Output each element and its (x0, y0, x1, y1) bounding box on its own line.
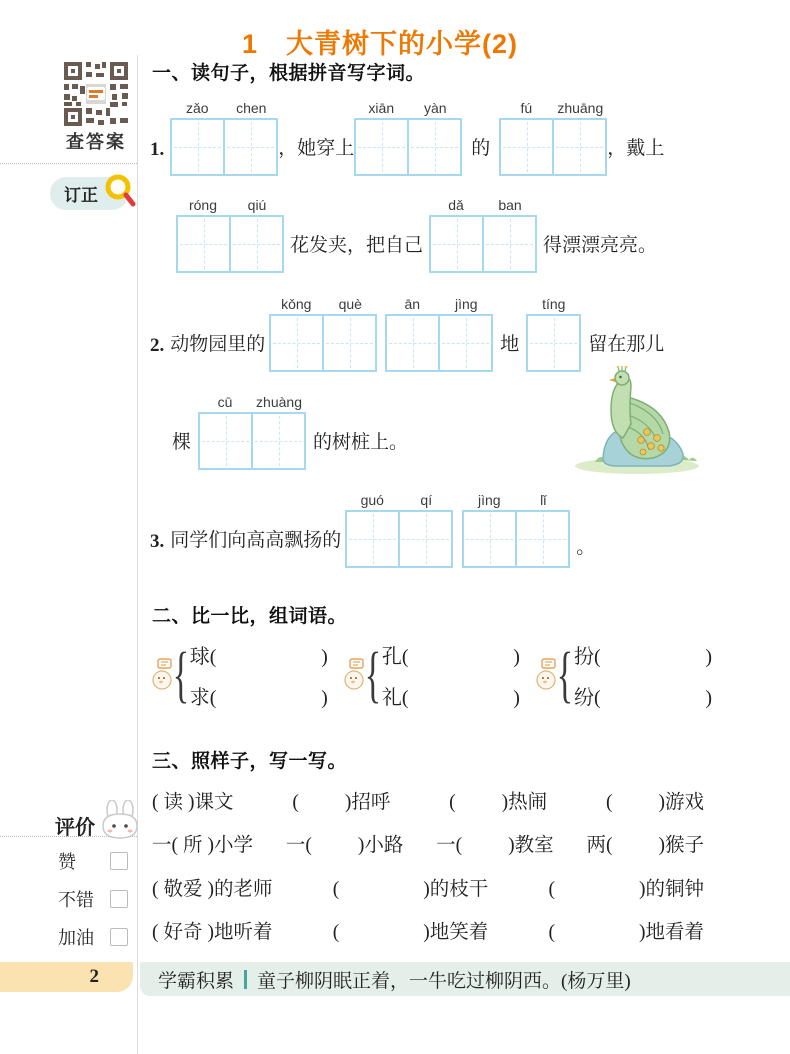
paren: ( (605, 835, 613, 856)
compare-character: 纷 (573, 687, 594, 709)
paren: ) (508, 835, 515, 856)
footer-quote: 童子柳阴眠正着，一牛吃过柳阴西。(杨万里) (257, 970, 631, 992)
tianzige-cell[interactable] (200, 414, 251, 468)
qr-code-graphic (62, 60, 130, 128)
fill-in-row: ( 读 ) 课文 ( ) 招呼 ( ) 热闹 ( ) 游戏 (152, 786, 704, 814)
pinyin-syllable: dǎ (448, 197, 464, 213)
tianzige-cell[interactable] (387, 316, 438, 370)
pinyin-writing-box (499, 100, 607, 176)
tianzige-cell[interactable] (501, 120, 552, 174)
tianzige-cell[interactable] (356, 120, 407, 174)
sidebar-dotted-divider (0, 163, 137, 164)
tianzige-cell[interactable] (464, 512, 515, 566)
sentence-text: 的树桩上。 (313, 432, 409, 453)
compare-words-group (344, 640, 520, 710)
pinyin-writing-box (429, 197, 537, 273)
tianzige-cell[interactable] (178, 217, 229, 271)
correction-label: 订正 (64, 186, 98, 205)
pinyin-syllable: fú (520, 100, 533, 116)
paren: ( (171, 835, 179, 856)
brace: { (172, 641, 190, 709)
footer-label: 学霸积累 (158, 970, 235, 992)
paren: ) (357, 835, 365, 856)
fill-in-row: 一 ( 所 ) 小学 一 ( ) 小路 一 ( ) 教室 两 ( ) 猴子 (152, 829, 704, 857)
compare-character: 孔 (381, 646, 402, 668)
tianzige-cell[interactable] (347, 512, 398, 566)
paren: ) (501, 792, 509, 813)
pinyin-syllable: yàn (423, 100, 447, 116)
rating-checkbox[interactable] (110, 928, 128, 946)
sentence-text: 。 (576, 537, 596, 558)
pinyin-writing-box (354, 100, 462, 176)
paren: ( (209, 687, 217, 709)
page-number-tab (0, 962, 133, 992)
pinyin-syllable: zhuàng (256, 394, 302, 410)
brace: { (556, 641, 574, 709)
tianzige-cell[interactable] (431, 217, 482, 271)
question2-line2 (172, 394, 408, 470)
qr-code-icon[interactable] (62, 60, 130, 133)
pinyin-writing-box (176, 197, 284, 273)
sentence-text: 得漂漂亮亮。 (543, 235, 658, 256)
pinyin-writing-box (462, 492, 570, 568)
pinyin-syllable: lǐ (540, 492, 547, 508)
paren: ( (605, 792, 613, 813)
question3-line (150, 492, 595, 568)
pinyin-writing-box (269, 296, 377, 372)
pinyin-syllable: xiān (368, 100, 395, 116)
fill-in-row: ( 敬爱 ) 的老师 ( ) 的枝干 ( ) 的铜钟 (152, 873, 704, 901)
paren: ) (638, 922, 646, 943)
paren: ( (332, 879, 340, 900)
sentence-text: 动物园里的 (170, 334, 266, 355)
question2-line1 (150, 296, 664, 372)
paren: ) (513, 646, 520, 668)
paren: ( (152, 879, 159, 900)
pinyin-writing-box (170, 100, 278, 176)
tianzige-cell[interactable] (528, 316, 579, 370)
pinyin-writing-box (345, 492, 453, 568)
rating-label: 加油 (58, 928, 94, 948)
pinyin-syllable: qí (420, 492, 433, 508)
qr-caption: 查答案 (66, 132, 126, 152)
paren: ) (344, 792, 352, 813)
paren: ) (207, 922, 215, 943)
paren: ( (449, 792, 456, 813)
peacock-illustration (565, 366, 710, 478)
paren: ) (513, 687, 520, 709)
paren: ( (593, 646, 601, 668)
rating-row-keep-trying (58, 924, 128, 950)
paren: ) (321, 646, 328, 668)
paren: ( (455, 835, 463, 856)
rating-checkbox[interactable] (110, 890, 128, 908)
answer-blank[interactable]: 所 (183, 835, 203, 856)
page-number: 2 (89, 966, 99, 987)
mascot-icon (152, 658, 174, 692)
sentence-text: 同学们向高高飘扬的 (170, 530, 342, 551)
rating-checkbox[interactable] (110, 852, 128, 870)
paren: ( (152, 922, 159, 943)
paren: ) (705, 646, 712, 668)
pinyin-label (170, 100, 278, 118)
compare-words-row (152, 640, 712, 710)
rating-label: 赞 (58, 852, 76, 872)
answer-blank[interactable]: 好奇 (163, 922, 203, 943)
pinyin-syllable: zǎo (185, 100, 209, 116)
evaluation-label: 评价 (55, 817, 95, 839)
compare-character: 礼 (381, 687, 402, 709)
brace: { (364, 641, 382, 709)
paren: ) (705, 687, 712, 709)
section3-heading: 三、照样子，写一写。 (152, 751, 348, 772)
evaluation-header (55, 800, 141, 840)
paren: ( (152, 792, 159, 813)
tianzige-cell[interactable] (172, 120, 223, 174)
pinyin-syllable: róng (188, 197, 218, 213)
pinyin-syllable: guó (360, 492, 384, 508)
pinyin-syllable: chen (236, 100, 267, 116)
question1-line1 (150, 100, 664, 176)
paren: ( (548, 879, 555, 900)
tianzige-cell[interactable] (552, 120, 605, 174)
footer-divider (244, 970, 247, 989)
paren: ( (305, 835, 312, 856)
question-number: 3. (150, 531, 165, 552)
tianzige-cell[interactable] (407, 120, 460, 174)
sentence-text: 留在那儿 (588, 334, 665, 355)
sentence-text: 的 (471, 138, 491, 159)
tianzige-cell[interactable] (515, 512, 568, 566)
rabbit-icon (99, 800, 141, 840)
pinyin-writing-box (385, 296, 493, 372)
question1-line2 (176, 197, 657, 273)
compare-character: 球 (189, 646, 210, 668)
tianzige-cell[interactable] (223, 120, 276, 174)
pinyin-syllable: qiú (247, 197, 267, 213)
paren: ) (423, 879, 430, 900)
compare-character: 求 (189, 687, 210, 709)
paren: ( (401, 687, 409, 709)
rating-row-good (58, 886, 128, 912)
tianzige-cell[interactable] (271, 316, 322, 370)
section1-heading: 一、读句子，根据拼音写字词。 (152, 63, 426, 84)
sentence-text: ，戴上 (607, 138, 665, 159)
pinyin-writing-box (198, 394, 306, 470)
pinyin-syllable: kǒng (281, 296, 312, 312)
pinyin-syllable: jìng (454, 296, 478, 312)
pinyin-syllable: ban (498, 197, 522, 213)
sentence-text: ，她穿上 (278, 138, 355, 159)
compare-character: 扮 (573, 646, 594, 668)
paren: ) (207, 835, 215, 856)
pinyin-syllable: ān (404, 296, 421, 312)
mascot-icon (344, 658, 366, 692)
paren: ( (593, 687, 601, 709)
paren: ) (423, 922, 430, 943)
pinyin-syllable: cū (217, 394, 233, 410)
sentence-text: 棵 (172, 432, 192, 453)
mascot-icon (536, 658, 558, 692)
paren: ( (209, 646, 217, 668)
tianzige-cell[interactable] (251, 414, 304, 468)
compare-words-group (152, 640, 328, 710)
tianzige-cell[interactable] (322, 316, 375, 370)
paren: ) (658, 792, 665, 813)
rating-label: 不错 (58, 890, 94, 910)
paren: ) (207, 879, 215, 900)
paren: ( (292, 792, 299, 813)
pinyin-syllable: zhuāng (557, 100, 604, 116)
tianzige-cell[interactable] (398, 512, 451, 566)
tianzige-cell[interactable] (438, 316, 491, 370)
magnifier-icon (102, 172, 140, 215)
paren: ) (658, 835, 665, 856)
paren: ) (638, 879, 646, 900)
paren: ( (401, 646, 409, 668)
paren: ) (188, 792, 195, 813)
section2-heading: 二、比一比，组词语。 (152, 606, 348, 627)
pinyin-writing-box (526, 296, 581, 372)
tianzige-cell[interactable] (482, 217, 535, 271)
answer-blank[interactable]: 敬爱 (163, 879, 203, 900)
answer-blank[interactable]: 读 (163, 792, 184, 813)
fill-in-row: ( 好奇 ) 地听着 ( ) 地笑着 ( ) 地看着 (152, 916, 704, 944)
pinyin-syllable: jìng (477, 492, 501, 508)
question-number: 1. (150, 139, 165, 160)
sentence-text: 花发夹，把自己 (290, 235, 424, 256)
footer-tip-bar (140, 962, 790, 996)
question-number: 2. (150, 335, 165, 356)
page-title: 1 大青树下的小学(2) (241, 29, 518, 60)
rating-row-praise (58, 848, 128, 874)
pinyin-syllable: què (338, 296, 362, 312)
paren: ) (321, 687, 328, 709)
paren: ( (332, 922, 340, 943)
pinyin-syllable: tíng (542, 296, 566, 312)
compare-words-group (536, 640, 712, 710)
paren: ( (548, 922, 555, 943)
tianzige-cell[interactable] (229, 217, 282, 271)
sentence-text: 地 (500, 334, 520, 355)
